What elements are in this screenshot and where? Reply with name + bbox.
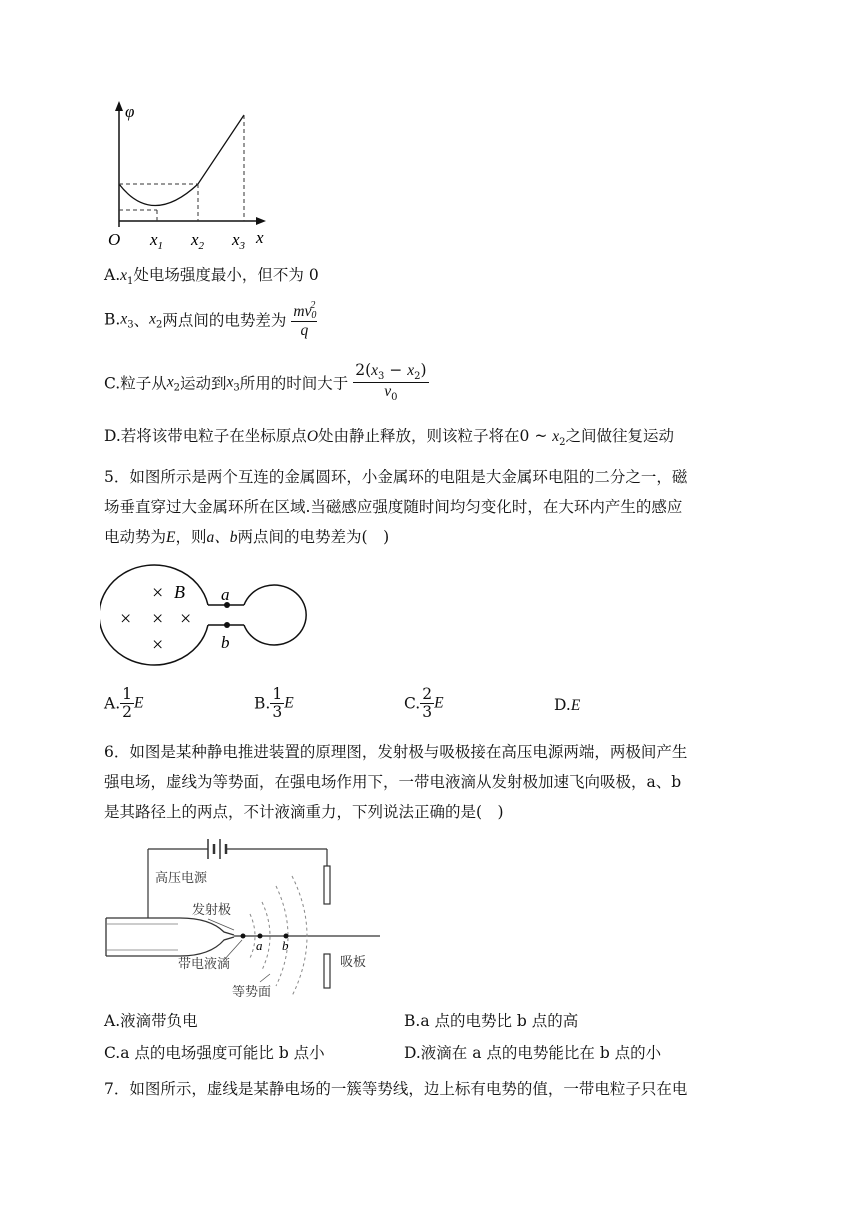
q6-option-d: D.液滴在 a 点的电势能比在 b 点的小	[404, 1044, 662, 1062]
q4-option-d: D.若将该带电粒子在坐标原点O处由静止释放，则该粒子将在0 ~ $x_2$之间做往复运动	[104, 427, 675, 449]
svg-text:×: ×	[152, 608, 164, 630]
svg-text:×: ×	[152, 582, 164, 604]
svg-text:发射极: 发射极	[192, 902, 232, 917]
rings-figure	[100, 560, 320, 670]
absorber-top	[324, 866, 330, 904]
q4-option-c: C.粒子从$x_2$运动到$x_3$所用的时间大于 $\frac{2(x_3 - x_2)}{v_0}$	[104, 361, 427, 404]
origin-label: O	[108, 230, 121, 249]
q5-options	[104, 686, 664, 730]
absorber-bottom	[324, 954, 330, 988]
x1-label: $x_1$	[150, 230, 164, 252]
q5-stem-line3: 电动势为E，则a、b两点间的电势差为( )	[104, 528, 390, 546]
q6-option-c: C.a 点的电场强度可能比 b 点小	[104, 1044, 325, 1062]
x2-label: $x_2$	[191, 230, 205, 252]
q5-option-a: A. $\frac{1}{2}$ E	[104, 685, 144, 722]
svg-text:高压电源: 高压电源	[155, 870, 208, 885]
q6-stem-line3: 是其路径上的两点，不计液滴重力，下列说法正确的是( )	[104, 803, 504, 821]
q4-option-b: $B.x_3$、$x_2$两点间的电势差为 $\frac{mv_0^2}{q}$	[104, 300, 317, 339]
svg-text:×: ×	[180, 608, 192, 630]
x-axis-label: x	[256, 228, 264, 247]
x3-label: $x_3$	[232, 230, 246, 252]
label-B: B	[174, 582, 185, 602]
q7-stem-line1: 7．如图所示，虚线是某静电场的一簇等势线，边上标有电势的值，一带电粒子只在电	[104, 1080, 688, 1098]
q4-option-a: $A.x_1$处电场强度最小，但不为 0	[104, 266, 319, 288]
svg-text:×: ×	[120, 608, 132, 630]
svg-text:×: ×	[152, 634, 164, 656]
q5-option-c: C. $\frac{2}{3}$ E	[404, 685, 444, 722]
point-b	[224, 622, 230, 628]
thruster-figure	[100, 836, 390, 1006]
q6-option-b: B.a 点的电势比 b 点的高	[404, 1012, 579, 1030]
q6-option-a: A.液滴带负电	[104, 1012, 198, 1030]
q6-stem-line1: 6．如图是某种静电推进装置的原理图，发射极与吸极接在高压电源两端，两极间产生	[104, 743, 688, 761]
q5-option-b: B. $\frac{1}{3}$ E	[254, 685, 294, 722]
q5-stem-line2: 场垂直穿过大金属环所在区域.当磁感应强度随时间均匀变化时，在大环内产生的感应	[104, 498, 683, 516]
y-axis-label: φ	[125, 102, 135, 121]
svg-text:带电液滴: 带电液滴	[178, 956, 231, 971]
droplet	[241, 934, 246, 939]
q6-stem-line2: 强电场，虚线为等势面，在强电场作用下，一带电液滴从发射极加速飞向吸极，a、b	[104, 773, 682, 791]
svg-text:等势面: 等势面	[232, 984, 272, 999]
q5-option-d: D.E	[554, 696, 581, 714]
svg-text:b: b	[282, 938, 289, 953]
svg-text:吸板: 吸板	[340, 954, 367, 969]
svg-text:a: a	[256, 938, 263, 953]
q5-stem-line1: 5．如图所示是两个互连的金属圆环，小金属环的电阻是大金属环电阻的二分之一，磁	[104, 468, 688, 486]
label-b: b	[221, 633, 230, 652]
label-a: a	[221, 585, 230, 604]
potential-graph	[100, 95, 280, 255]
